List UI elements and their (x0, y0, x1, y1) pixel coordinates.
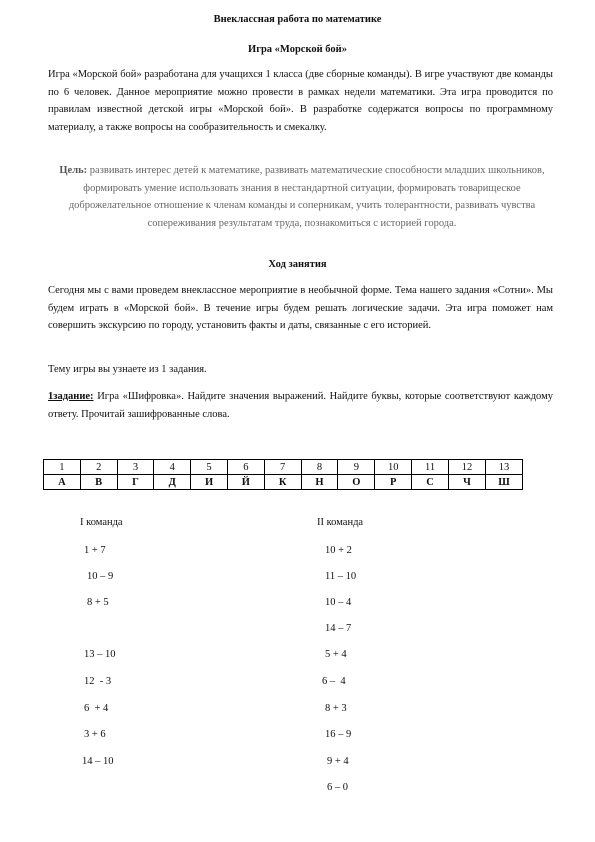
goal-text: развивать интерес детей к математике, развивать математические способности младших школьников, формировать умение использовать знания в нестандартной ситуации, формировать товарищеское доброжелательное отношение к членам команды и соперникам, учить толерантности, развивать чувства сопереживания результатам труда, познакомиться с историей города. (68, 165, 545, 229)
cipher-letter-cell: Й (227, 475, 264, 490)
cipher-letter-cell: Д (154, 475, 191, 490)
cipher-number-cell: 11 (412, 460, 449, 475)
cipher-letter-cell: А (44, 475, 81, 490)
cipher-letter-cell: И (191, 475, 228, 490)
team1-expression: 1 + 7 (84, 545, 106, 556)
team1-expression: 8 + 5 (87, 597, 109, 608)
topic-note: Тему игры вы узнаете из 1 задания. (48, 364, 207, 375)
lesson-paragraph: Сегодня мы с вами проведем внеклассное мероприятие в необычной форме. Тема нашего задания «Сотни». Мы будем играть в «Морской бой». В течение игры будем решать логические задачи. Эта игра поможет нам совершить экскурсию по городу, установить факты и даты, связанные с его историей. (48, 285, 553, 331)
cipher-number-cell: 5 (191, 460, 228, 475)
cipher-letter-cell: Г (117, 475, 154, 490)
cipher-number-cell: 2 (80, 460, 117, 475)
cipher-numbers-row (44, 460, 523, 475)
team1-heading: I команда (80, 517, 123, 528)
cipher-number-cell: 9 (338, 460, 375, 475)
cipher-table (43, 459, 523, 490)
cipher-letter-cell: Ч (449, 475, 486, 490)
team2-expression: 5 + 4 (325, 649, 347, 660)
document-title: Внеклассная работа по математике (213, 14, 382, 25)
cipher-number-cell: 10 (375, 460, 412, 475)
cipher-number-cell: 6 (227, 460, 264, 475)
cipher-letters-row (44, 475, 523, 490)
cipher-letter-cell: Ш (485, 475, 522, 490)
cipher-letter-cell: Н (301, 475, 338, 490)
cipher-letter-cell: Р (375, 475, 412, 490)
document-subtitle: Игра «Морской бой» (248, 44, 347, 55)
team1-expression: 3 + 6 (84, 729, 106, 740)
task1-paragraph (48, 388, 553, 423)
team2-expression: 8 + 3 (325, 703, 347, 714)
team2-expression: 6 – 0 (327, 782, 348, 793)
cipher-number-cell: 8 (301, 460, 338, 475)
team1-expression: 6 + 4 (84, 703, 109, 714)
cipher-number-cell: 13 (485, 460, 522, 475)
team1-expression: 14 – 10 (82, 756, 114, 767)
team2-heading: II команда (317, 517, 364, 528)
intro-paragraph: Игра «Морской бой» разработана для учащихся 1 класса (две сборные команды). В игре участвуют две команды по 6 человек. Данное мероприятие можно провести в рамках недели математики. Эта игра проводится по правилам известной детской игры «Морской бой». В разработке содержатся вопросы по программному материалу, а также вопросы на сообразительность и смекалку. (48, 69, 553, 133)
team1-expression: 10 – 9 (87, 571, 114, 582)
lesson-heading: Ход занятия (268, 259, 327, 270)
cipher-letter-cell: О (338, 475, 375, 490)
team2-expression: 9 + 4 (327, 756, 349, 767)
team1-expression: 13 – 10 (84, 649, 116, 660)
team2-expression: 11 – 10 (325, 571, 357, 582)
team2-expression: 10 – 4 (325, 597, 352, 608)
goal-label: Цель: (59, 165, 88, 176)
team1-expression: 12 - 3 (84, 676, 112, 687)
cipher-number-cell: 3 (117, 460, 154, 475)
team2-expression: 6 – 4 (322, 676, 346, 687)
cipher-number-cell: 4 (154, 460, 191, 475)
cipher-letter-cell: К (264, 475, 301, 490)
cipher-letter-cell: С (412, 475, 449, 490)
task1-text: Игра «Шифровка». Найдите значения выражений. Найдите буквы, которые соответствуют каждому ответу. Прочитай зашифрованные слова. (48, 391, 553, 420)
cipher-number-cell: 1 (44, 460, 81, 475)
cipher-number-cell: 7 (264, 460, 301, 475)
team2-expression: 14 – 7 (325, 623, 352, 634)
team2-expression: 10 + 2 (325, 545, 352, 556)
goal-paragraph (58, 162, 546, 232)
cipher-letter-cell: В (80, 475, 117, 490)
cipher-number-cell: 12 (449, 460, 486, 475)
team2-expression: 16 – 9 (325, 729, 352, 740)
task1-label: 1задание: (48, 391, 94, 402)
